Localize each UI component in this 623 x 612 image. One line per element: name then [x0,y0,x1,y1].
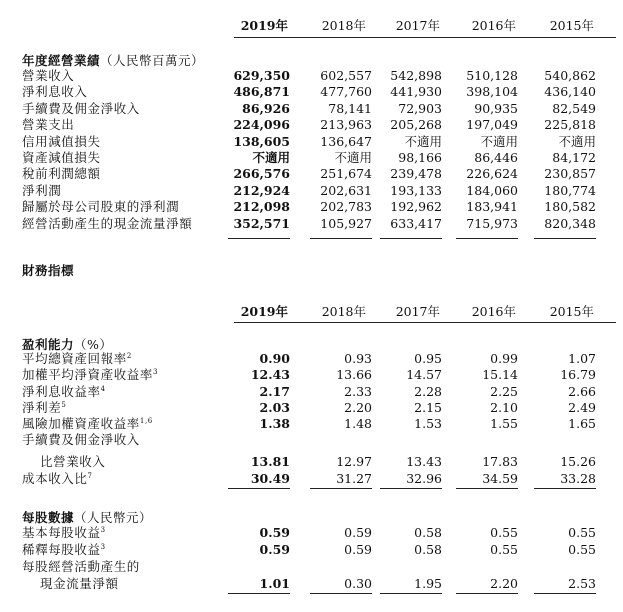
cell-value: 436,140 [544,84,596,100]
year-2016: 2016年 [471,18,516,33]
cell-value: 1.53 [414,416,442,432]
cell-value: 230,857 [544,166,596,182]
cell-value: 1.65 [568,416,596,432]
cell-value: 不適用 [480,133,518,149]
footnote-marker: 3 [100,542,106,551]
column-underline [534,238,596,239]
row-label: 歸屬於母公司股東的淨利潤 [22,199,180,215]
cell-value: 13.66 [336,367,372,383]
table-row [0,384,623,399]
cell-value: 820,348 [544,215,596,231]
cell-value: 205,268 [390,117,442,133]
cell-value: 2.28 [414,383,442,399]
cell-value: 2.49 [568,399,596,415]
column-underline [456,488,518,489]
cell-value: 629,350 [233,68,290,83]
row-label: 信用減值損失 [22,133,101,149]
cell-value: 540,862 [544,68,596,83]
cell-value: 84,172 [552,150,596,165]
cell-value: 90,935 [474,100,518,116]
column-underline [380,593,442,594]
cell-value: 352,571 [233,215,290,231]
table-row [0,183,623,198]
footnote-marker: 7 [87,472,93,480]
cell-value: 180,774 [544,182,596,198]
table-row [0,542,623,557]
cell-value: 1.48 [344,416,372,432]
column-underline [228,238,290,239]
cell-value: 0.55 [490,541,518,557]
cell-value: 30.49 [250,471,290,486]
cell-value: 224,096 [233,117,290,133]
row-label: 手續費及佣金淨收入 [22,100,140,116]
column-underline [380,488,442,489]
table-row [0,117,623,132]
column-underline [228,593,290,594]
row-label: 資產減值損失 [22,150,101,165]
row-label: 基本每股收益$^3$ [22,525,106,540]
row-label: 加權平均淨資產收益率$^3$ [22,367,159,383]
column-underline [456,238,518,239]
table-row [0,400,623,415]
cell-value: 1.07 [568,351,596,366]
footnote-marker: 3 [153,368,159,377]
table-row [0,68,623,83]
cell-value: 不適用 [252,150,290,165]
column-underline [456,593,518,594]
cell-value: 33.28 [560,471,596,486]
table-row [0,216,623,231]
section-title-indicators: 財務指標 [22,263,75,278]
cell-value: 226,624 [466,166,518,182]
cell-value: 225,818 [544,117,596,133]
year-2019: 2019年 [240,304,288,319]
cell-value: 不適用 [404,133,442,149]
cell-value: 633,417 [390,215,442,231]
cell-value: 212,098 [233,199,290,215]
row-label: 淨利潤 [22,182,62,198]
header-rule [234,322,616,323]
table-row [0,367,623,382]
row-label: 營業支出 [22,117,75,133]
row-label: 現金流量淨額 [40,576,119,591]
year-2015: 2015年 [549,304,594,319]
cell-value: 486,871 [233,84,290,100]
cell-value: 2.03 [259,399,290,415]
cell-value: 197,049 [466,117,518,133]
cell-value: 2.20 [490,576,518,591]
row-label: 稅前利潤總額 [22,166,101,182]
table-row [0,525,623,540]
cell-value: 180,582 [544,199,596,215]
cell-value: 13.81 [250,454,290,469]
table-row [0,416,623,431]
cell-value: 2.53 [568,576,596,591]
cell-value: 510,128 [466,68,518,83]
cell-value: 0.55 [490,525,518,540]
cell-value: 715,973 [466,215,518,231]
cell-value: 12.97 [336,454,372,469]
table-row [0,454,623,469]
year-2018: 2018年 [321,18,366,33]
row-label: 淨利息收益率$^4$ [22,383,106,399]
row-label: 每股經營活動產生的 [22,559,140,574]
cell-value: 0.58 [414,525,442,540]
cell-value: 0.55 [568,525,596,540]
cell-value: 183,941 [466,199,518,215]
cell-value: 13.43 [406,454,442,469]
cell-value: 32.96 [406,471,442,486]
cell-value: 193,133 [390,182,442,198]
table-row [0,150,623,165]
year-2018: 2018年 [321,304,366,319]
cell-value: 398,104 [466,84,518,100]
cell-value: 0.59 [344,541,372,557]
column-underline [534,488,596,489]
row-label: 淨利差$^5$ [22,399,67,415]
cell-value: 78,141 [328,100,372,116]
column-underline [310,593,372,594]
cell-value: 136,647 [320,133,372,149]
cell-value: 12.43 [250,367,290,383]
year-2015: 2015年 [549,18,594,33]
year-2016: 2016年 [471,304,516,319]
cell-value: 477,760 [320,84,372,100]
cell-value: 17.83 [482,454,518,469]
header-rule [234,37,616,38]
footnote-marker: 4 [100,384,106,393]
cell-value: 不適用 [558,133,596,149]
cell-value: 239,478 [390,166,442,182]
section-title-profitability: 盈利能力（%） [22,337,113,352]
column-underline [228,488,290,489]
cell-value: 0.30 [344,576,372,591]
cell-value: 441,930 [390,84,442,100]
cell-value: 0.59 [259,541,290,557]
cell-value: 0.90 [259,351,290,366]
cell-value: 0.99 [490,351,518,366]
row-label: 風險加權資產收益率$^{1,6}$ [22,416,153,432]
cell-value: 105,927 [320,215,372,231]
column-underline [310,488,372,489]
cell-value: 31.27 [336,471,372,486]
cell-value: 86,446 [474,150,518,165]
table-row [0,351,623,366]
cell-value: 202,631 [320,182,372,198]
cell-value: 0.55 [568,541,596,557]
cell-value: 212,924 [233,182,290,198]
row-label: 淨利息收入 [22,84,88,100]
row-label: 手續費及佣金淨收入 [22,432,140,447]
column-underline [310,238,372,239]
cell-value: 2.15 [414,399,442,415]
row-label: 成本收入比$^7$ [22,471,93,486]
cell-value: 15.14 [482,367,518,383]
cell-value: 72,903 [398,100,442,116]
cell-value: 138,605 [233,133,290,149]
cell-value: 1.95 [414,576,442,591]
cell-value: 0.59 [344,525,372,540]
cell-value: 不適用 [334,150,372,165]
table-row [0,471,623,486]
year-2019: 2019年 [240,18,288,33]
cell-value: 82,549 [552,100,596,116]
cell-value: 2.66 [568,383,596,399]
footnote-marker: 3 [100,526,106,534]
table-row [0,101,623,116]
column-underline [534,593,596,594]
row-label: 營業收入 [22,68,75,83]
cell-value: 0.59 [259,525,290,540]
cell-value: 34.59 [482,471,518,486]
cell-value: 1.38 [259,416,290,432]
cell-value: 251,674 [320,166,372,182]
cell-value: 2.17 [259,383,290,399]
cell-value: 1.55 [490,416,518,432]
row-label: 經營活動產生的現金流量淨額 [22,215,193,231]
footnote-marker: 2 [126,352,132,360]
cell-value: 1.01 [259,576,290,591]
table-row [0,199,623,214]
row-label: 平均總資產回報率$^2$ [22,351,132,366]
table-row [0,84,623,99]
cell-value: 15.26 [560,454,596,469]
cell-value: 14.57 [406,367,442,383]
section-title-operations: 年度經營業績（人民幣百萬元） [22,53,205,68]
cell-value: 202,783 [320,199,372,215]
cell-value: 2.25 [490,383,518,399]
cell-value: 86,926 [242,100,290,116]
table-row [0,559,623,574]
cell-value: 192,962 [390,199,442,215]
cell-value: 16.79 [560,367,596,383]
cell-value: 2.10 [490,399,518,415]
table-row [0,576,623,591]
section-title-per-share: 每股數據（人民幣元） [22,510,153,525]
cell-value: 184,060 [466,182,518,198]
cell-value: 602,557 [320,68,372,83]
cell-value: 542,898 [390,68,442,83]
table-row [0,134,623,149]
year-2017: 2017年 [395,304,440,319]
cell-value: 0.58 [414,541,442,557]
cell-value: 0.95 [414,351,442,366]
cell-value: 213,963 [320,117,372,133]
cell-value: 2.33 [344,383,372,399]
cell-value: 266,576 [233,166,290,182]
column-underline [380,238,442,239]
cell-value: 0.93 [344,351,372,366]
cell-value: 2.20 [344,399,372,415]
footnote-marker: 1,6 [139,417,153,426]
year-2017: 2017年 [395,18,440,33]
row-label: 比營業收入 [40,454,106,469]
row-label: 稀釋每股收益$^3$ [22,541,106,557]
footnote-marker: 5 [61,400,67,409]
table-row [0,166,623,181]
table-row [0,432,623,447]
cell-value: 98,166 [398,150,442,165]
